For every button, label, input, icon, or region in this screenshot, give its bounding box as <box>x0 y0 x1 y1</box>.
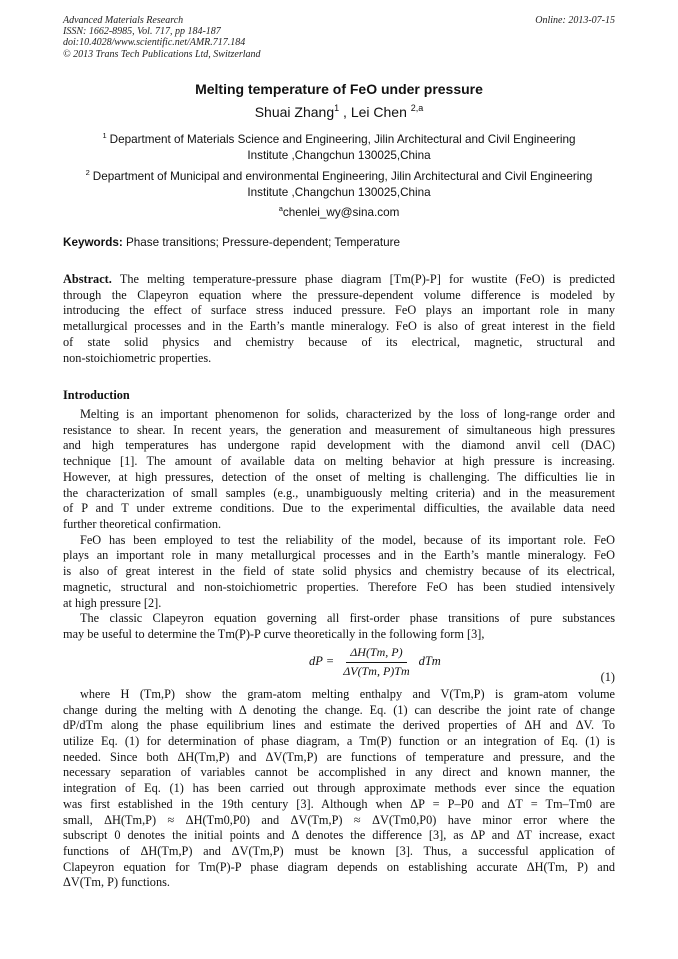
equation-rhs: dTm <box>418 654 441 669</box>
introduction-body <box>63 407 615 891</box>
author-name: Lei Chen <box>350 104 411 120</box>
equation-denominator: ΔV(Tm, P)Tm <box>343 663 410 678</box>
body-line: However, at high pressures, detection of the onset of melting is challenging. The difficulties lie in <box>63 469 615 484</box>
body-line: ΔV(Tm, P) functions. <box>63 875 170 890</box>
abstract-line: through the Clapeyron equation where the pressure-dependent volume difference is modeled by <box>63 287 615 302</box>
body-line: may be useful to determine the Tm(P)-P curve theoretically in the following form [3], <box>63 627 485 642</box>
affiliation-text: Institute ,Changchun 130025,China <box>247 185 431 199</box>
body-line: was first established in the 19th century [3]. Although when ΔP = P–P0 and ΔT = Tm–Tm0 are <box>63 796 615 811</box>
body-line: of P and T under extreme conditions. Due to the experimental difficulties, the available data need <box>63 501 615 516</box>
section-heading: Introduction <box>63 388 130 402</box>
email-mark: a <box>278 204 283 213</box>
body-line: at high pressure [2]. <box>63 595 162 610</box>
body-line: resistance to shear. In recent years, the generation and measurement of simultaneous high pressures <box>63 422 615 437</box>
equation-1 <box>63 643 615 687</box>
journal-header <box>63 15 615 60</box>
body-line: small, ΔH(Tm,P) ≈ ΔH(Tm0,P0) and ΔV(Tm,P) ≈ ΔV(Tm0,P0) have minor error where the <box>63 812 615 827</box>
body-line: where H (Tm,P) show the gram-atom melting enthalpy and V(Tm,P) is gram-atom volume <box>80 686 615 701</box>
affiliation-text: Department of Municipal and environmental Engineering, Jilin Architectural and Civil Engineering <box>92 170 593 183</box>
abstract-label: Abstract. <box>63 272 112 286</box>
email-address: chenlei_wy@sina.com <box>282 206 400 219</box>
abstract-line: of state solid physics and chemistry because of its electrical, magnetic, structural and <box>63 334 615 349</box>
equation-fraction <box>339 645 413 679</box>
body-line: dP/dTm along the phase equilibrium lines and estimate the derived properties of ΔH and ΔV. To <box>63 718 615 733</box>
body-line: Clapeyron equation for Tm(P)-P phase diagram depends on establishing accurate ΔH(Tm, P) and <box>63 859 615 874</box>
affiliation <box>63 128 615 163</box>
abstract-line: Abstract. The melting temperature-pressure phase diagram [Tm(P)-P] for wustite (FeO) is predicted <box>63 272 615 286</box>
body-line: is also of great interest in the field of state solid physics and chemistry because of its electrical, <box>63 564 615 579</box>
author-affil-mark: 1 <box>334 103 340 113</box>
abstract <box>63 272 615 366</box>
affiliation <box>63 165 615 200</box>
affiliation-text: Department of Materials Science and Engineering, Jilin Architectural and Civil Engineering <box>109 133 576 146</box>
body-line: The classic Clapeyron equation governing all first-order phase transitions of pure substances <box>80 611 615 626</box>
body-line: Melting is an important phenomenon for solids, characterized by the loss of long-range order and <box>80 407 615 421</box>
online-date: Online: 2013-07-15 <box>535 15 615 26</box>
journal-name: Advanced Materials Research <box>63 15 184 26</box>
keywords <box>63 236 615 249</box>
affiliation-mark: 1 <box>102 131 107 140</box>
abstract-line: introducing the effect of surface stress induced pressure. FeO plays an important role in many <box>63 303 615 318</box>
keywords-text: Phase transitions; Pressure-dependent; Temperature <box>122 236 400 249</box>
body-line: and high temperatures has undergone rapid development with the diamond anvil cell (DAC) <box>63 438 615 453</box>
author-name: Shuai Zhang <box>254 104 335 120</box>
body-line: the characterization of small samples (e.g., unambiguously melting criteria) and in the measurement <box>63 485 615 500</box>
body-line: integration of Eq. (1) has been carried out through approximate methods ever since the equation <box>63 781 615 796</box>
body-line: functions of ΔH(Tm,P) and ΔV(Tm,P) must be known [3]. Thus, a successful application of <box>63 843 615 858</box>
equation-lhs: dP = <box>309 654 335 669</box>
body-line: technique [1]. The amount of available data on melting behavior at high pressure is increasing. <box>63 454 615 469</box>
doi-line: doi:10.4028/www.scientific.net/AMR.717.184 <box>63 37 246 49</box>
email-line <box>63 201 615 221</box>
keywords-label: Keywords: <box>63 236 123 249</box>
issn-line: ISSN: 1662-8985, Vol. 717, pp 184-187 <box>63 26 221 38</box>
equation-numerator: ΔH(Tm, P) <box>346 645 406 663</box>
author-line <box>63 103 615 120</box>
body-line: change during the melting with Δ denoting the change. Eq. (1) can describe the joint rate of change <box>63 702 615 717</box>
body-line: plays an important role in many metallurgical processes and in the Earth’s mantle mineralogy. FeO <box>63 548 615 563</box>
abstract-line: non-stoichiometric properties. <box>63 350 212 365</box>
body-line: FeO has been employed to test the reliability of the model, because of its important role. FeO <box>80 532 615 547</box>
author-separator: , <box>339 104 351 120</box>
body-line: necessary separation of variables cannot be accomplished in any direct and known manner, the <box>63 765 615 780</box>
body-line: subscript 0 denotes the initial points and Δ denotes the difference [3], as ΔP and ΔT increase, exact <box>63 828 615 843</box>
author-affil-mark: 2,a <box>410 103 424 113</box>
affiliation-mark: 2 <box>85 168 90 177</box>
body-line: needed. Since both ΔH(Tm,P) and ΔV(Tm,P) are functions of temperature and pressure, and the <box>63 749 615 764</box>
abstract-line: metallurgical processes and in the Earth’s mantle mineralogy. FeO is also of great interest in the field <box>63 319 615 334</box>
copyright-line: © 2013 Trans Tech Publications Ltd, Switzerland <box>63 48 261 60</box>
body-line: further theoretical confirmation. <box>63 517 222 532</box>
paper-title: Melting temperature of FeO under pressure <box>195 81 483 97</box>
equation-number: (1) <box>600 669 615 684</box>
affiliation-text: Institute ,Changchun 130025,China <box>247 148 431 162</box>
body-line: utilize Eq. (1) for determination of phase diagram, a Tm(P) function or an integration of Eq. (1) is <box>63 733 615 748</box>
body-line: magnetic, structural and non-stoichiometric properties. Therefore FeO has been studied intensively <box>63 579 615 594</box>
